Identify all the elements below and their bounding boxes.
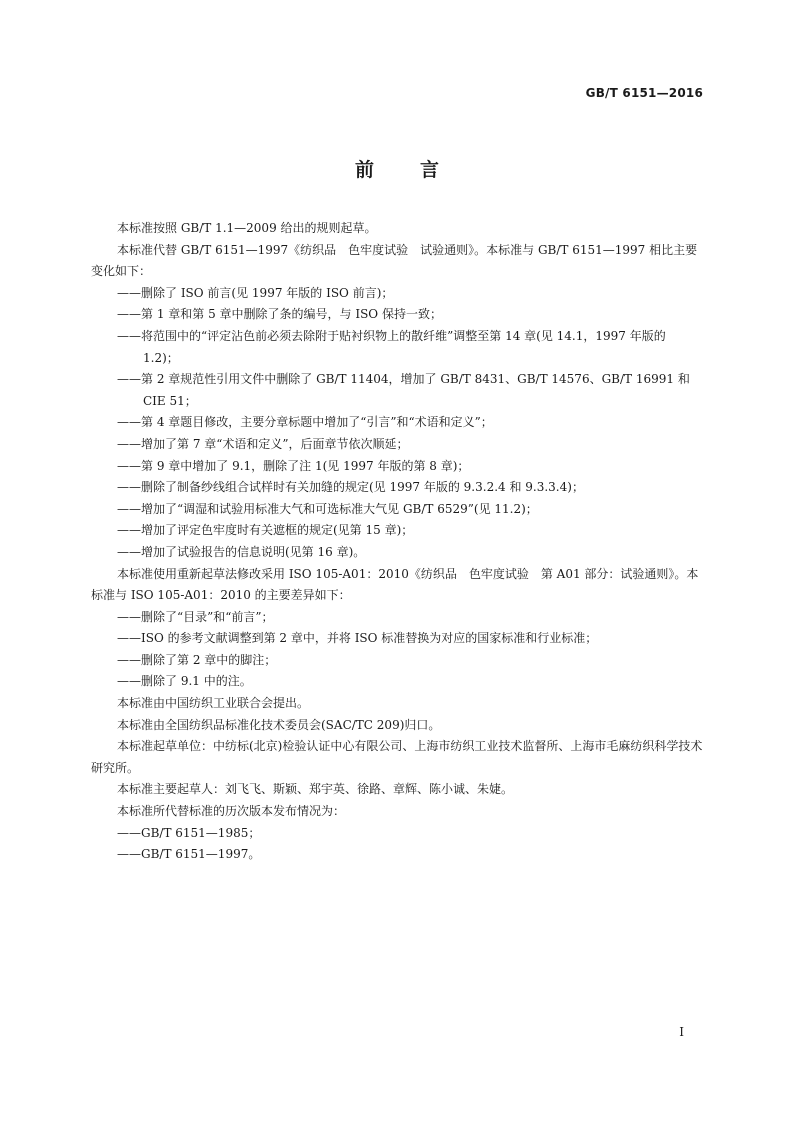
paragraph: 本标准起草单位：中纺标(北京)检验认证中心有限公司、上海市纺织工业技术监督所、上海市毛麻纺织科学技术研究所。 (91, 739, 703, 775)
list-item: ——将范围中的“评定沾色前必须去除附于贴衬织物上的散纤维”调整至第 14 章(见 14.1，1997 年版的 1.2)； (117, 328, 666, 365)
list-item: ——第 2 章规范性引用文件中删除了 GB/T 11404，增加了 GB/T 8431、GB/T 14576、GB/T 16991 和 CIE 51； (117, 372, 690, 408)
paragraph: 本标准代替 GB/T 6151—1997《纺织品 色牢度试验 试验通则》。本标准与 GB/T 6151—1997 相比主要变化如下： (91, 242, 698, 279)
standard-code: GB/T 6151—2016 (585, 86, 703, 100)
paragraph: 本标准由中国纺织工业联合会提出。 (117, 696, 310, 711)
list-item: ——删除了第 2 章中的脚注； (117, 652, 277, 667)
list-item: ——第 1 章和第 5 章中删除了条的编号，与 ISO 保持一致； (117, 307, 442, 322)
paragraph: 本标准按照 GB/T 1.1—2009 给出的规则起草。 (117, 221, 377, 235)
paragraph: 本标准由全国纺织品标准化技术委员会(SAC/TC 209)归口。 (117, 717, 441, 732)
list-item: ——删除了“目录”和“前言”； (117, 609, 274, 624)
paragraph: 本标准所代替标准的历次版本发布情况为： (117, 804, 346, 819)
list-item: ——增加了第 7 章“术语和定义”，后面章节依次顺延； (117, 436, 409, 451)
list-item: ——增加了试验报告的信息说明(见第 16 章)。 (117, 544, 366, 559)
list-item: ——删除了 9.1 中的注。 (117, 674, 252, 689)
paragraph: 本标准使用重新起草法修改采用 ISO 105-A01：2010《纺织品 色牢度试验 第 A01 部分：试验通则》。本标准与 ISO 105-A01：2010 的主要差异如下： (91, 566, 699, 603)
list-item: ——ISO 的参考文献调整到第 2 章中，并将 ISO 标准替换为对应的国家标准和行业标准； (117, 631, 598, 646)
page-number: I (679, 1025, 684, 1039)
list-item: ——GB/T 6151—1997。 (117, 847, 261, 862)
list-item: ——增加了“调湿和试验用标准大气和可选标准大气见 GB/T 6529”(见 11.2)； (117, 501, 538, 516)
list-item: ——删除了制备纱线组合试样时有关加缝的规定(见 1997 年版的 9.3.2.4 和 9.3.3.4)； (117, 480, 584, 495)
list-item: ——删除了 ISO 前言(见 1997 年版的 ISO 前言)； (117, 285, 394, 300)
list-item: ——第 4 章题目修改，主要分章标题中增加了“引言”和“术语和定义”； (117, 415, 493, 430)
list-item: ——第 9 章中增加了 9.1，删除了注 1(见 1997 年版的第 8 章)； (117, 458, 470, 473)
paragraph: 本标准主要起草人：刘飞飞、斯颖、郑宇英、徐路、章辉、陈小诚、朱婕。 (117, 782, 514, 797)
list-item: ——GB/T 6151—1985； (117, 825, 261, 840)
list-item: ——增加了评定色牢度时有关遮框的规定(见第 15 章)； (117, 523, 414, 538)
document-body (91, 218, 705, 866)
page-title: 前言 (354, 159, 485, 181)
